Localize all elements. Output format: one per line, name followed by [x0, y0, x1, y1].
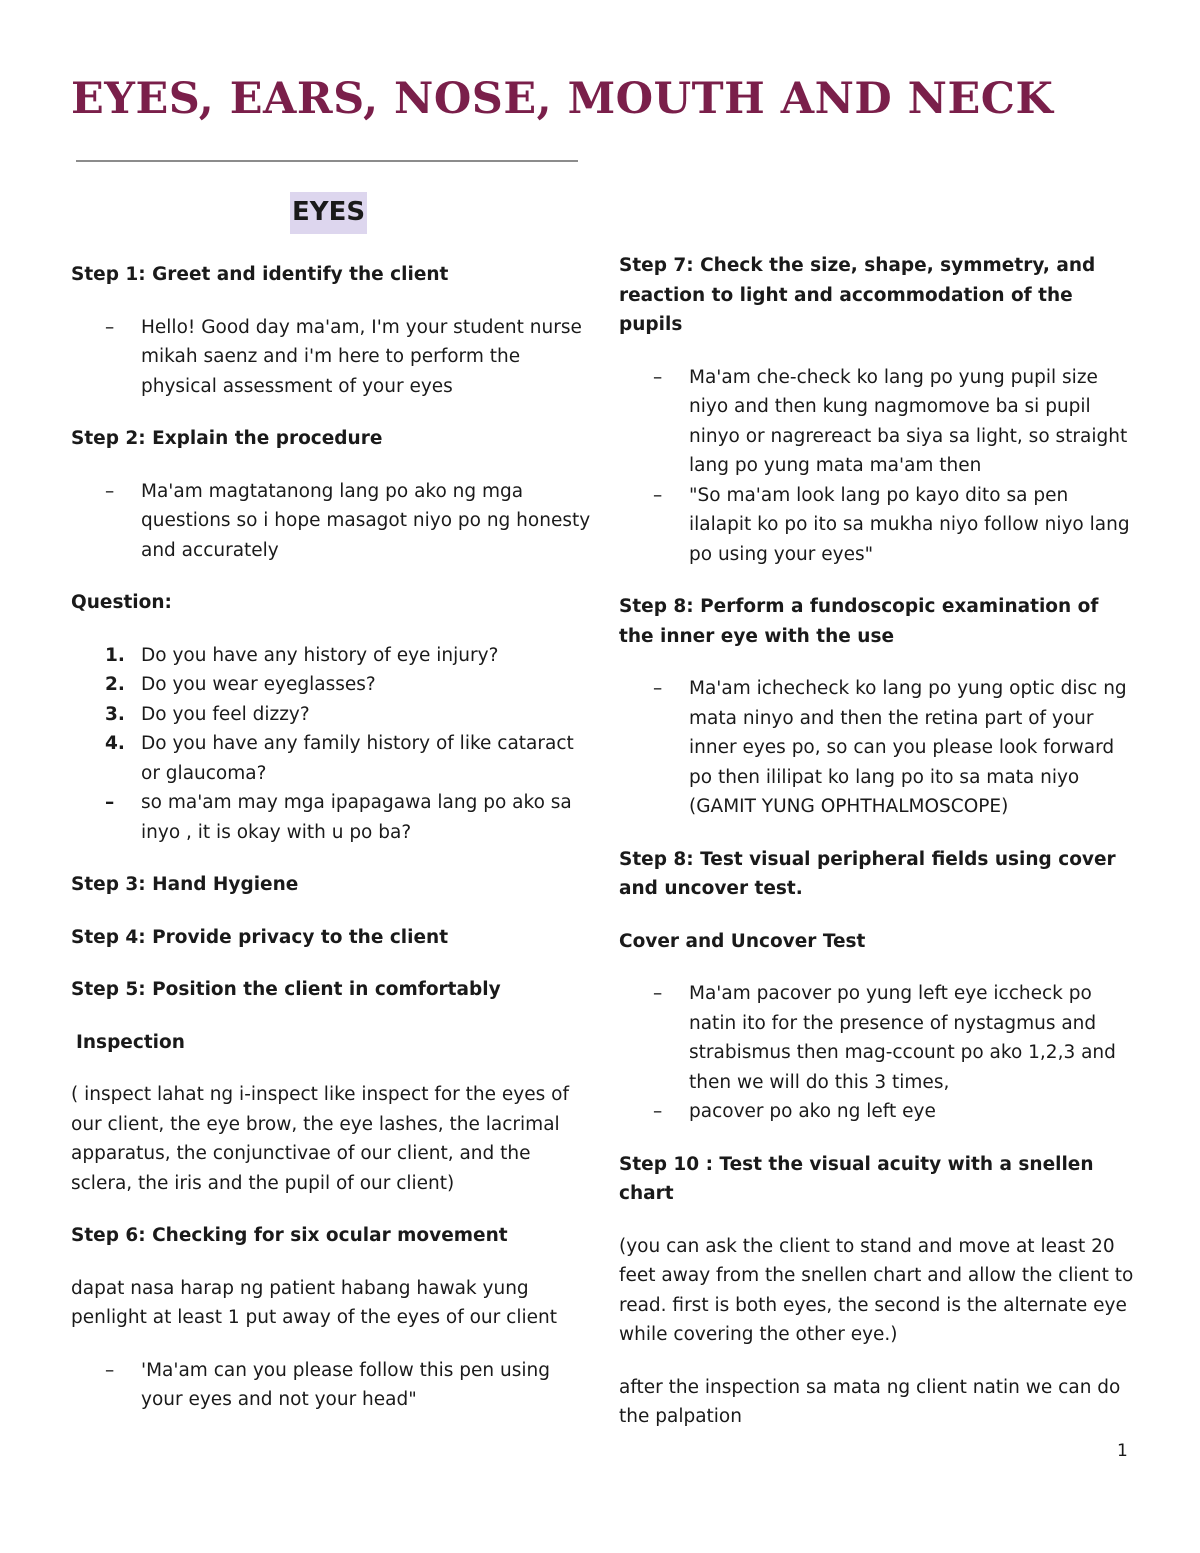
- section-heading-eyes: EYES: [290, 192, 367, 234]
- list-item-text: pacover po ako ng left eye: [689, 1101, 936, 1122]
- question-item: 4. Do you have any family history of like cataract or glaucoma?: [105, 733, 574, 784]
- question-item: 1. Do you have any history of eye injury?: [105, 644, 499, 666]
- step-3-heading: Step 3: Hand Hygiene: [71, 874, 299, 895]
- cover-uncover-list: [619, 979, 1134, 1127]
- step-7-heading: Step 7: Check the size, shape, symmetry, and reaction to light and accommodation of the pupils: [619, 255, 1096, 335]
- step-8-fundoscopic-heading: Step 8: Perform a fundoscopic examination of the inner eye with the use: [619, 596, 1099, 647]
- step-2-heading: Step 2: Explain the procedure: [71, 428, 383, 449]
- dash-bullet: –: [653, 678, 663, 699]
- dash-bullet: –: [105, 316, 115, 338]
- list-item: [619, 979, 1134, 1097]
- step-8-fundoscopic-list: [619, 674, 1134, 822]
- question-note: – so ma'am may mga ipapagawa lang po ako sa inyo , it is okay with u po ba?: [105, 792, 572, 843]
- question-heading: Question:: [71, 592, 172, 613]
- step-5-heading: Step 5: Position the client in comfortably: [71, 979, 501, 1000]
- step-10-text: (you can ask the client to stand and move at least 20 feet away from the snellen chart and allow the client to read. first is both eyes, the second is the alternate eye while covering the other eye.): [619, 1235, 1134, 1345]
- list-item-text: "So ma'am look lang po kayo dito sa pen ilalapit ko po ito sa mukha niyo follow niyo lang po using your eyes": [689, 484, 1130, 565]
- step-1-list: [71, 313, 591, 402]
- list-item-text: Ma'am magtatanong lang po ako ng mga questions so i hope masagot niyo po ng honesty and accurately: [141, 480, 591, 561]
- list-item: [619, 674, 1134, 822]
- question-item: 3. Do you feel dizzy?: [105, 703, 310, 725]
- closing-text: after the inspection sa mata ng client natin we can do the palpation: [619, 1376, 1121, 1427]
- list-item: [71, 477, 591, 566]
- list-item-text: Ma'am ichecheck ko lang po yung optic disc ng mata ninyo and then the retina part of your inner eyes po, so can you please look forward po then ililipat ko lang po ito sa mata niyo (GAMIT YUNG OPHTHALMOSCOPE): [689, 678, 1127, 817]
- list-item-text: Ma'am che-check ko lang po yung pupil size niyo and then kung nagmomove ba si pupil ninyo or nagrereact ba siya sa light, so straight lang po yung mata ma'am then: [689, 366, 1128, 476]
- page-number: 1: [1117, 1441, 1128, 1461]
- list-item: [71, 313, 591, 402]
- step-2-list: [71, 477, 591, 566]
- list-item: [619, 481, 1134, 570]
- right-column: [619, 251, 1134, 1455]
- step-4-heading: Step 4: Provide privacy to the client: [71, 926, 449, 948]
- title-divider: [76, 160, 578, 162]
- list-item: [619, 363, 1134, 481]
- inspection-heading: Inspection: [76, 1031, 185, 1053]
- dash-bullet: –: [653, 983, 663, 1004]
- step-7-list: [619, 363, 1134, 570]
- dash-bullet: –: [653, 484, 663, 506]
- cover-uncover-heading: Cover and Uncover Test: [619, 930, 866, 952]
- step-10-heading: Step 10 : Test the visual acuity with a snellen chart: [619, 1153, 1094, 1204]
- step-6-list: [71, 1356, 591, 1415]
- dash-bullet: –: [653, 366, 663, 388]
- step-6-text: dapat nasa harap ng patient habang hawak yung penlight at least 1 put away of the eyes of our client: [71, 1277, 557, 1328]
- left-column: [71, 260, 591, 1438]
- list-item: [619, 1097, 1134, 1127]
- question-list: [71, 641, 591, 848]
- step-6-heading: Step 6: Checking for six ocular movement: [71, 1225, 508, 1246]
- dash-bullet: –: [653, 1101, 663, 1122]
- list-item: [71, 1356, 591, 1415]
- dash-bullet: –: [105, 480, 115, 502]
- question-item: 2. Do you wear eyeglasses?: [105, 674, 376, 695]
- document-title: EYES, EARS, NOSE, MOUTH AND NECK: [71, 74, 1054, 124]
- list-item-text: Hello! Good day ma'am, I'm your student nurse mikah saenz and i'm here to perform the physical assessment of your eyes: [141, 316, 582, 397]
- list-item-text: Ma'am pacover po yung left eye iccheck po natin ito for the presence of nystagmus and strabismus then mag-ccount po ako 1,2,3 and then we will do this 3 times,: [689, 983, 1116, 1093]
- inspection-text: ( inspect lahat ng i-inspect like inspect for the eyes of our client, the eye brow, the eye lashes, the lacrimal apparatus, the conjunctivae of our client, and the sclera, the iris and the pupil of our client): [71, 1084, 569, 1194]
- step-1-heading: Step 1: Greet and identify the client: [71, 264, 449, 285]
- list-item-text: 'Ma'am can you please follow this pen using your eyes and not your head": [141, 1359, 550, 1410]
- dash-bullet: –: [105, 1359, 115, 1381]
- step-8-peripheral-heading: Step 8: Test visual peripheral fields using cover and uncover test.: [619, 848, 1116, 899]
